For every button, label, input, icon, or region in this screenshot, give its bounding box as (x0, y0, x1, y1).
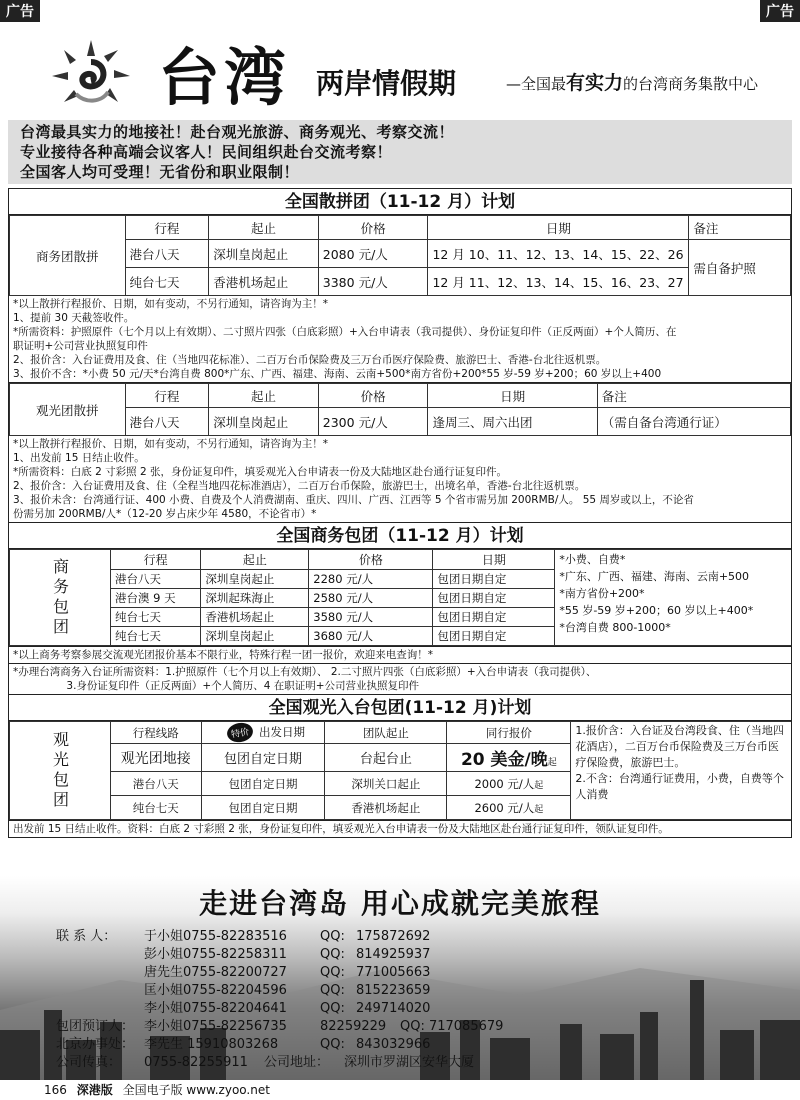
side-note: 2.不含：台湾通行证费用，小费，自费等个人消费 (575, 772, 784, 801)
note-line: 2、报价含：入台证费用及食、住（全程当地四花标准酒店），二百万台币保险，旅游巴士，出境名单，香港-台北往返机票。 (13, 480, 586, 492)
route-cell: 纯台七天 (125, 268, 209, 296)
col-header: 起止 (209, 216, 319, 240)
header (0, 28, 800, 116)
price-cell: 2580 元/人 (309, 589, 433, 608)
from-cell: 香港机场起止 (209, 268, 319, 296)
sightseeing-side-notes (571, 722, 791, 820)
col-header: 日期 (428, 384, 597, 408)
section-title-sightseeing-charter: 全国观光入台包团(11-12 月)计划 (9, 695, 791, 721)
charter-notes (9, 646, 791, 664)
date-cell: 包团自定日期 (201, 744, 325, 772)
contact-row: 李小姐0755-82204641 QQ: 249714020 (144, 1001, 431, 1016)
sightseeing-group-table (9, 383, 791, 436)
route-cell: 观光团地接 (111, 744, 202, 772)
section-title-sanpin: 全国散拼团（11-12 月）计划 (9, 189, 791, 215)
from-cell: 台起台止 (325, 744, 447, 772)
contact-row: 唐先生0755-82200727 QQ: 771005663 (144, 965, 431, 980)
note-line: *以上散拼行程报价、日期，如有变动，不另行通知，请咨询为主！* (13, 438, 328, 450)
slogan: —全国最有实力的台湾商务集散中心 (506, 72, 759, 94)
intro-line: 专业接待各种高端会议客人！民间组织赴台交流考察！ (20, 143, 393, 161)
from-cell: 香港机场起止 (201, 608, 309, 627)
side-note: *55 岁-59 岁+200；60 岁以上+400* (559, 604, 754, 617)
route-cell: 纯台七天 (111, 608, 201, 627)
note-line: 出发前 15 日结止收件。资料：白底 2 寸彩照 2 张，身份证复印件，填妥观光入台申请表一份及大陆地区赴台通行证复印件，领队证复印件。 (13, 823, 669, 835)
bottom-title: 走进台湾岛 用心成就完美旅程 (199, 887, 601, 920)
contact-row: 公司传真： 0755-82255911 公司地址： 深圳市罗湖区安华大厦 (56, 1055, 475, 1070)
price-cell: 3680 元/人 (309, 627, 433, 646)
website-link[interactable]: 全国电子版 www.zyoo.net (122, 1083, 270, 1097)
side-note: *广东、广西、福建、海南、云南+500 (559, 570, 750, 583)
from-cell: 深圳皇岗起止 (201, 570, 309, 589)
col-header: 备注 (597, 384, 790, 408)
charter-side-notes (555, 550, 791, 646)
col-header: 价格 (318, 384, 428, 408)
side-note: *小费、自费* (559, 553, 626, 566)
sightseeing-charter-table (9, 721, 791, 820)
col-header: 行程线路 (111, 722, 202, 744)
intro-line: 台湾最具实力的地接社！赴台观光旅游、商务观光、考察交流！ (20, 123, 455, 141)
ad-label-right: 广告 (760, 0, 800, 22)
note-line: 1、提前 30 天截签收件。 (13, 312, 135, 324)
route-cell: 港台八天 (111, 570, 201, 589)
route-cell: 港台八天 (111, 772, 202, 796)
note-line: *以上商务考察参展交流观光团报价基本不限行业，特殊行程一团一报价，欢迎来电查询！* (13, 649, 433, 661)
route-cell: 纯台七天 (111, 627, 201, 646)
dates-cell: 包团日期自定 (433, 589, 555, 608)
sun-logo-icon (46, 32, 136, 112)
group-label: 观光团散拼 (10, 384, 126, 436)
note-line: 3、报价未含：台湾通行证、400 小费、自费及个人消费湖南、重庆、四川、广西、江西等 5 个省市需另加 200RMB/人。 55 周岁或以上，不论省 (13, 494, 694, 506)
note-line: *办理台湾商务入台证所需资料：1.护照原件（七个月以上有效期）、 2.二寸照片四张（白底彩照）+入台申请表（我司提供）、 (13, 666, 597, 678)
contact-row: 联 系 人： 于小姐0755-82283516 QQ: 175872692 (56, 929, 431, 944)
price-cell: 3580 元/人 (309, 608, 433, 627)
intro-line: 全国客人均可受理！无省份和职业限制！ (20, 163, 300, 181)
brand-subtitle: 两岸情假期 (316, 67, 457, 100)
date-cell: 包团自定日期 (201, 796, 325, 820)
col-header: 同行报价 (447, 722, 571, 744)
note-line: 3.身份证复印件（正反两面）+个人简历、4 在职证明+公司营业执照复印件 (13, 680, 420, 692)
section-title-business-charter: 全国商务包团（11-12 月）计划 (9, 523, 791, 549)
business-charter-table (9, 549, 791, 646)
dates-cell: 12 月 11、12、13、14、15、16、23、27 (428, 268, 689, 296)
from-cell: 香港机场起止 (325, 796, 447, 820)
route-cell: 纯台七天 (111, 796, 202, 820)
note-line: *以上散拼行程报价、日期，如有变动，不另行通知，请咨询为主！* (13, 298, 328, 310)
note-line: *所需资料：护照原件（七个月以上有效期）、二寸照片四张（白底彩照）+入台申请表（我司提供）、身份证复印件（正反两面）+个人简历、在 (13, 326, 677, 338)
route-cell: 港台八天 (125, 408, 209, 436)
note-line: *所需资料：白底 2 寸彩照 2 张，身份证复印件，填妥观光入台申请表一份及大陆地区赴台通行证复印件。 (13, 466, 507, 478)
price-cell: 3380 元/人 (318, 268, 428, 296)
side-note: 1.报价含：入台证及台湾段食、住（当地四花酒店），二百万台币保险费及三万台币医疗保险费，旅游巴士。 (575, 724, 784, 769)
from-cell: 深圳关口起止 (325, 772, 447, 796)
schedule-sheet (8, 188, 792, 838)
from-cell: 深圳起珠海止 (201, 589, 309, 608)
price-cell: 2000 元/人起 (447, 772, 571, 796)
contact-list (56, 928, 540, 1072)
contact-row: 彭小姐0755-82258311 QQ: 814925937 (144, 947, 431, 962)
dates-cell: 包团日期自定 (433, 570, 555, 589)
col-header: 起止 (201, 550, 309, 570)
ad-label-left: 广告 (0, 0, 40, 22)
dates-cell: 12 月 10、11、12、13、14、15、22、26 (428, 240, 689, 268)
from-cell: 深圳皇岗起止 (209, 240, 319, 268)
note-line: 2、报价含：入台证费用及食、住（当地四花标准）、二百万台币保险费及三万台币医疗保险费、旅游巴士、香港-台北往返机票。 (13, 354, 607, 366)
col-header: 特价 出发日期 (201, 722, 325, 744)
vertical-label: 观光包团 (10, 722, 111, 820)
col-header: 日期 (433, 550, 555, 570)
note-line: 职证明+公司营业执照复印件 (13, 340, 148, 352)
route-cell: 港台八天 (125, 240, 209, 268)
business-group-notes (9, 296, 791, 383)
col-header: 价格 (318, 216, 428, 240)
group-label: 商务团散拼 (10, 216, 126, 296)
contact-banner (0, 876, 800, 1080)
from-cell: 深圳皇岗起止 (201, 627, 309, 646)
dates-cell: 包团日期自定 (433, 627, 555, 646)
note-line: 份需另加 200RMB/人*（12-20 岁占床少年 4580，不论省市）* (13, 508, 317, 520)
col-header: 起止 (209, 384, 319, 408)
contact-row: 匡小姐0755-82204596 QQ: 815223659 (144, 983, 431, 998)
charter-docs-notes (9, 664, 791, 695)
intro-banner (8, 120, 792, 184)
dates-cell: 包团日期自定 (433, 608, 555, 627)
contact-row: 包团预订人： 李小姐0755-82256735 82259229 QQ: 717085679 (56, 1019, 504, 1034)
col-header: 行程 (111, 550, 201, 570)
side-note: *台湾自费 800-1000* (559, 621, 671, 634)
col-header: 价格 (309, 550, 433, 570)
col-header: 团队起止 (325, 722, 447, 744)
col-header: 行程 (125, 216, 209, 240)
price-cell: 2080 元/人 (318, 240, 428, 268)
price-cell: 2300 元/人 (318, 408, 428, 436)
page-number: 166 (44, 1083, 67, 1097)
price-cell: 20 美金/晚起 (447, 744, 571, 772)
brand-title: 台湾 (158, 41, 291, 114)
col-header: 备注 (689, 216, 791, 240)
contact-row: 北京办事处： 李先生 15910803268 QQ: 843032966 (56, 1037, 431, 1052)
date-cell: 包团自定日期 (201, 772, 325, 796)
note-line: 1、出发前 15 日结止收件。 (13, 452, 145, 464)
sightseeing-group-notes (9, 436, 791, 523)
remark-cell: 需自备护照 (689, 240, 791, 296)
sightseeing-charter-footer-note (9, 820, 791, 837)
col-header: 日期 (428, 216, 689, 240)
hot-badge: 特价 (226, 721, 255, 744)
business-group-table (9, 215, 791, 296)
remark-cell: （需自备台湾通行证） (597, 408, 790, 436)
from-cell: 深圳皇岗起止 (209, 408, 319, 436)
price-cell: 2280 元/人 (309, 570, 433, 589)
side-note: *南方省份+200* (559, 587, 645, 600)
col-header: 行程 (125, 384, 209, 408)
vertical-label: 商务包团 (10, 550, 111, 646)
dates-cell: 逢周三、周六出团 (428, 408, 597, 436)
note-line: 3、报价不含：*小费 50 元/天*台湾自费 800*广东、广西、福建、海南、云南+500*南方省份+200*55 岁-59 岁+200；60 岁以上+400 (13, 368, 662, 380)
edition-label: 深港版 (76, 1083, 113, 1097)
page-footer (0, 1080, 800, 1100)
route-cell: 港台澳 9 天 (111, 589, 201, 608)
price-cell: 2600 元/人起 (447, 796, 571, 820)
